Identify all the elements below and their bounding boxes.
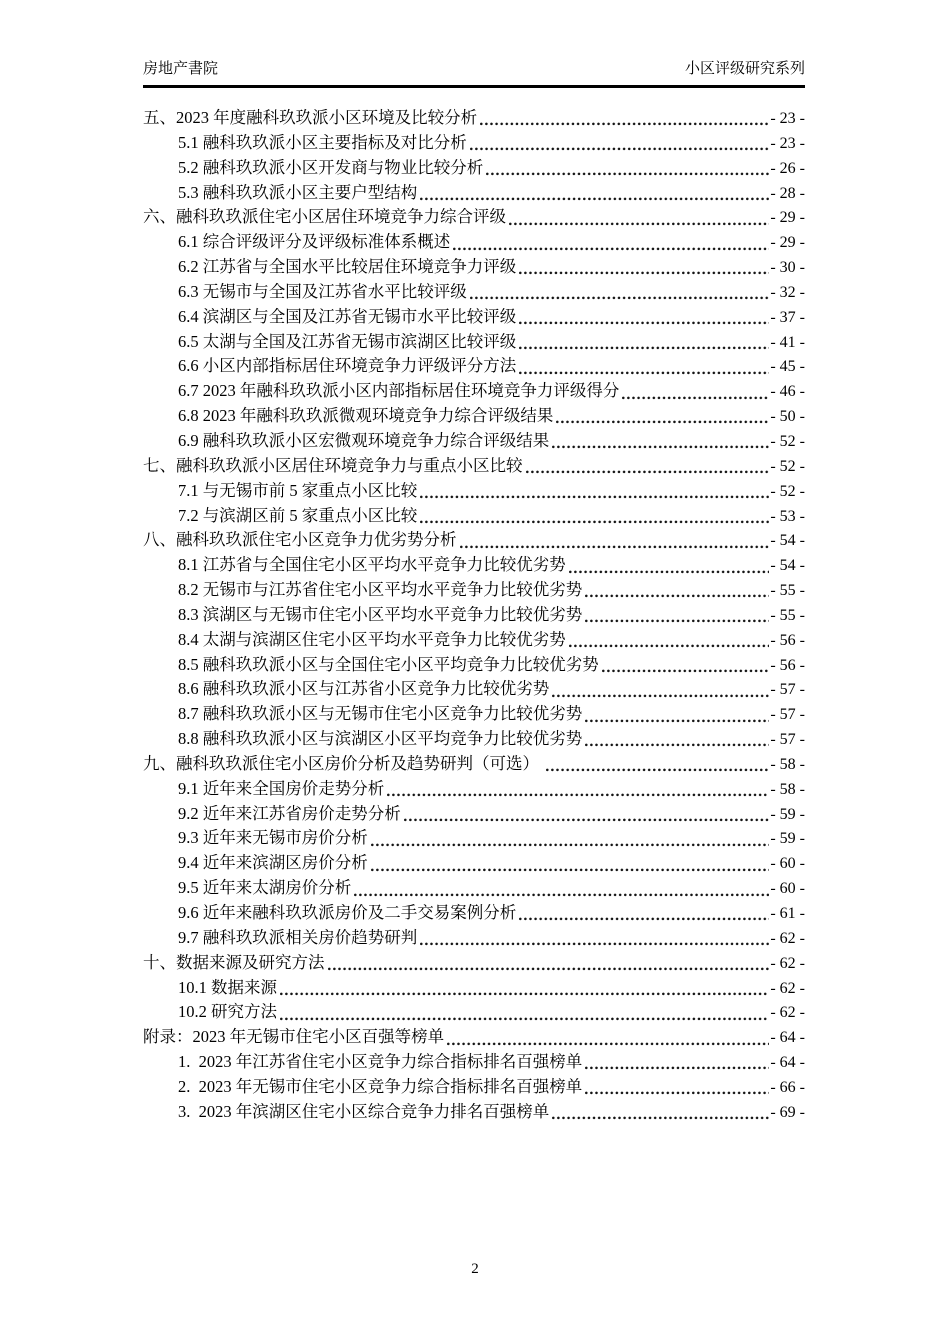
toc-entry-page: - 58 -	[770, 755, 805, 773]
toc-entry-page: - 57 -	[770, 681, 805, 699]
toc-entry-title: 10.2 研究方法	[178, 1002, 277, 1022]
toc-entry[interactable]	[143, 528, 805, 553]
toc-entry-page: - 37 -	[770, 308, 805, 326]
dot-leader	[279, 1000, 769, 1025]
page-number: 2	[471, 1261, 479, 1277]
dot-leader	[485, 156, 769, 181]
toc-entry[interactable]	[143, 802, 805, 827]
toc-entry-page: - 29 -	[770, 234, 805, 252]
dot-leader	[327, 951, 770, 976]
toc-entry-page: - 62 -	[770, 1004, 805, 1022]
dot-leader	[584, 578, 769, 603]
dot-leader	[568, 553, 770, 578]
dot-leader	[419, 926, 769, 951]
toc-entry-title: 3. 2023 年滨湖区住宅小区综合竞争力排名百强榜单	[178, 1101, 550, 1121]
toc-entry-page: - 45 -	[770, 358, 805, 376]
dot-leader	[584, 702, 769, 727]
toc-entry[interactable]	[143, 131, 805, 156]
toc-entry-title: 6.1 综合评级评分及评级标准体系概述	[178, 232, 451, 252]
toc-entry-page: - 41 -	[770, 333, 805, 351]
toc-entry[interactable]	[143, 851, 805, 876]
toc-entry-title: 6.3 无锡市与全国及江苏省水平比较评级	[178, 281, 467, 301]
toc-entry[interactable]	[143, 553, 805, 578]
dot-leader	[518, 330, 769, 355]
dot-leader	[551, 1100, 769, 1125]
toc-entry-title: 8.5 融科玖玖派小区与全国住宅小区平均竞争力比较优劣势	[178, 654, 599, 674]
toc-entry-page: - 56 -	[770, 656, 805, 674]
toc-entry[interactable]	[143, 181, 805, 206]
toc-entry[interactable]	[143, 603, 805, 628]
toc-entry-title: 9.6 近年来融科玖玖派房价及二手交易案例分析	[178, 903, 517, 922]
toc-entry-title: 8.6 融科玖玖派小区与江苏省小区竞争力比较优劣势	[178, 679, 550, 699]
toc-entry[interactable]	[143, 876, 805, 901]
dot-leader	[584, 1050, 769, 1075]
toc-entry-title: 6.2 江苏省与全国水平比较居住环境竞争力评级	[178, 257, 517, 277]
toc-entry[interactable]	[143, 305, 805, 330]
toc-entry-page: - 57 -	[770, 731, 805, 749]
dot-leader	[459, 528, 770, 553]
toc-entry[interactable]	[143, 976, 805, 1001]
toc-entry-title: 9.3 近年来无锡市房价分析	[178, 828, 368, 848]
toc-entry-page: - 55 -	[770, 606, 805, 624]
toc-entry[interactable]	[143, 330, 805, 355]
toc-entry-page: - 59 -	[770, 830, 805, 848]
toc-entry[interactable]	[143, 1050, 805, 1075]
dot-leader	[446, 1025, 769, 1050]
header-left-title: 房地产書院	[143, 59, 219, 77]
toc-entry-page: - 28 -	[770, 184, 805, 202]
toc-entry[interactable]	[143, 479, 805, 504]
toc-entry[interactable]	[143, 156, 805, 181]
toc-entry-title: 10.1 数据来源	[178, 977, 277, 997]
toc-entry-title: 五、2023 年度融科玖玖派小区环境及比较分析	[143, 108, 478, 127]
header-rule	[143, 85, 805, 88]
toc-entry-page: - 56 -	[770, 631, 805, 649]
dot-leader	[545, 752, 769, 777]
dot-leader	[419, 181, 769, 206]
page-header	[143, 57, 805, 79]
toc-entry-title: 8.4 太湖与滨湖区住宅小区平均水平竞争力比较优劣势	[178, 629, 566, 649]
toc-entry-title: 9.2 近年来江苏省房价走势分析	[178, 803, 401, 823]
dot-leader	[568, 628, 770, 653]
dot-leader	[403, 802, 770, 827]
toc-entry[interactable]	[143, 454, 805, 479]
dot-leader	[555, 404, 769, 429]
toc-entry[interactable]	[143, 702, 805, 727]
toc-entry-title: 八、融科玖玖派住宅小区竞争力优劣势分析	[143, 530, 457, 550]
toc-entry[interactable]	[143, 752, 805, 777]
toc-entry-page: - 59 -	[770, 805, 805, 823]
toc-entry-title: 6.5 太湖与全国及江苏省无锡市滨湖区比较评级	[178, 331, 517, 351]
toc-entry-page: - 62 -	[770, 954, 805, 972]
toc-entry[interactable]	[143, 1025, 805, 1050]
toc-entry[interactable]	[143, 205, 805, 230]
toc-entry-page: - 30 -	[770, 259, 805, 277]
toc-entry[interactable]	[143, 280, 805, 305]
dot-leader	[518, 305, 769, 330]
toc-entry-page: - 54 -	[770, 532, 805, 550]
toc-entry-page: - 61 -	[770, 905, 805, 922]
toc-entry-page: - 57 -	[770, 706, 805, 724]
dot-leader	[551, 429, 769, 454]
toc-entry[interactable]	[143, 1000, 805, 1025]
toc-entry-page: - 66 -	[770, 1078, 805, 1096]
toc-entry-title: 附录：2023 年无锡市住宅小区百强等榜单	[143, 1027, 445, 1047]
toc-entry-title: 8.2 无锡市与江苏省住宅小区平均水平竞争力比较优劣势	[178, 580, 583, 600]
dot-leader	[518, 354, 769, 379]
dot-leader	[621, 379, 769, 404]
toc-entry-title: 8.1 江苏省与全国住宅小区平均水平竞争力比较优劣势	[178, 555, 566, 575]
dot-leader	[419, 504, 769, 529]
toc-entry-title: 6.4 滨湖区与全国及江苏省无锡市水平比较评级	[178, 306, 517, 326]
dot-leader	[518, 901, 769, 926]
toc-entry-title: 6.8 2023 年融科玖玖派微观环境竞争力综合评级结果	[178, 406, 554, 426]
toc-entry-title: 9.7 融科玖玖派相关房价趋势研判	[178, 927, 418, 947]
toc-entry-page: - 54 -	[770, 557, 805, 575]
dot-leader	[386, 777, 769, 802]
toc-entry[interactable]	[143, 504, 805, 529]
dot-leader	[469, 131, 770, 156]
toc-entry[interactable]	[143, 1100, 805, 1125]
toc-entry-title: 6.7 2023 年融科玖玖派小区内部指标居住环境竞争力评级得分	[178, 381, 620, 401]
dot-leader	[452, 230, 769, 255]
toc-entry-page: - 69 -	[770, 1103, 805, 1121]
toc-entry-page: - 62 -	[770, 929, 805, 947]
toc-entry-title: 十、数据来源及研究方法	[143, 952, 325, 972]
toc-entry-title: 7.2 与滨湖区前 5 家重点小区比较	[178, 505, 418, 525]
dot-leader	[584, 727, 769, 752]
toc-entry-page: - 29 -	[770, 209, 805, 227]
dot-leader	[419, 479, 769, 504]
toc-entry[interactable]	[143, 951, 805, 976]
toc-entry[interactable]	[143, 926, 805, 951]
toc-entry-title: 5.2 融科玖玖派小区开发商与物业比较分析	[178, 157, 484, 177]
dot-leader	[469, 280, 770, 305]
toc-entry-title: 5.1 融科玖玖派小区主要指标及对比分析	[178, 132, 467, 152]
toc-entry-page: - 23 -	[770, 110, 805, 127]
header-right-title: 小区评级研究系列	[684, 59, 805, 77]
toc-entry-page: - 64 -	[770, 1054, 805, 1072]
toc-list	[143, 106, 805, 1125]
toc-entry-page: - 60 -	[770, 855, 805, 873]
toc-entry-title: 8.7 融科玖玖派小区与无锡市住宅小区竞争力比较优劣势	[178, 704, 583, 724]
toc-entry-title: 七、融科玖玖派小区居住环境竞争力与重点小区比较	[143, 455, 523, 475]
toc-entry-title: 1. 2023 年江苏省住宅小区竞争力综合指标排名百强榜单	[178, 1052, 583, 1072]
dot-leader	[584, 1075, 769, 1100]
dot-leader	[279, 976, 769, 1001]
toc-entry-page: - 60 -	[770, 880, 805, 898]
dot-leader	[508, 205, 769, 230]
toc-entry-title: 九、融科玖玖派住宅小区房价分析及趋势研判（可选）	[143, 753, 544, 773]
toc-entry-page: - 58 -	[770, 780, 805, 798]
toc-entry-title: 8.8 融科玖玖派小区与滨湖区小区平均竞争力比较优劣势	[178, 729, 583, 749]
toc-entry-page: - 46 -	[770, 383, 805, 401]
toc-entry[interactable]	[143, 578, 805, 603]
toc-entry-page: - 32 -	[770, 283, 805, 301]
toc-entry-page: - 23 -	[770, 134, 805, 152]
toc-entry[interactable]	[143, 230, 805, 255]
toc-entry[interactable]	[143, 429, 805, 454]
toc-entry-page: - 62 -	[770, 979, 805, 997]
toc-entry[interactable]	[143, 354, 805, 379]
toc-entry-title: 8.3 滨湖区与无锡市住宅小区平均水平竞争力比较优劣势	[178, 604, 583, 624]
toc-entry[interactable]	[143, 826, 805, 851]
toc-entry-page: - 52 -	[770, 432, 805, 450]
toc-entry[interactable]	[143, 379, 805, 404]
toc-entry-title: 9.1 近年来全国房价走势分析	[178, 778, 385, 798]
toc-entry[interactable]	[143, 653, 805, 678]
toc-entry[interactable]	[143, 1075, 805, 1100]
toc-entry-page: - 52 -	[770, 457, 805, 475]
dot-leader	[584, 603, 769, 628]
dot-leader	[353, 876, 769, 901]
toc-entry-page: - 53 -	[770, 507, 805, 525]
toc-entry-title: 2. 2023 年无锡市住宅小区竞争力综合指标排名百强榜单	[178, 1076, 583, 1096]
toc-entry[interactable]	[143, 727, 805, 752]
dot-leader	[601, 653, 770, 678]
toc-entry-title: 六、融科玖玖派住宅小区居住环境竞争力综合评级	[143, 207, 506, 227]
toc-entry-page: - 26 -	[770, 159, 805, 177]
toc-entry[interactable]	[143, 255, 805, 280]
toc-entry[interactable]	[143, 777, 805, 802]
dot-leader	[370, 826, 770, 851]
page-footer	[0, 1258, 950, 1280]
toc-entry-title: 5.3 融科玖玖派小区主要户型结构	[178, 182, 418, 202]
dot-leader	[479, 106, 769, 131]
toc-entry-page: - 55 -	[770, 582, 805, 600]
toc-entry-page: - 50 -	[770, 408, 805, 426]
toc-entry[interactable]	[143, 106, 805, 131]
dot-leader	[525, 454, 770, 479]
toc-entry[interactable]	[143, 677, 805, 702]
toc-entry-page: - 52 -	[770, 482, 805, 500]
dot-leader	[551, 677, 769, 702]
toc-entry-title: 6.9 融科玖玖派小区宏微观环境竞争力综合评级结果	[178, 430, 550, 450]
toc-entry-title: 9.4 近年来滨湖区房价分析	[178, 853, 368, 873]
toc-entry[interactable]	[143, 901, 805, 926]
toc-entry[interactable]	[143, 628, 805, 653]
toc-entry-title: 7.1 与无锡市前 5 家重点小区比较	[178, 480, 418, 500]
toc-entry-page: - 64 -	[770, 1029, 805, 1047]
dot-leader	[518, 255, 769, 280]
toc-entry-title: 6.6 小区内部指标居住环境竞争力评级评分方法	[178, 356, 517, 376]
toc-entry-title: 9.5 近年来太湖房价分析	[178, 878, 352, 898]
dot-leader	[370, 851, 770, 876]
toc-entry[interactable]	[143, 404, 805, 429]
